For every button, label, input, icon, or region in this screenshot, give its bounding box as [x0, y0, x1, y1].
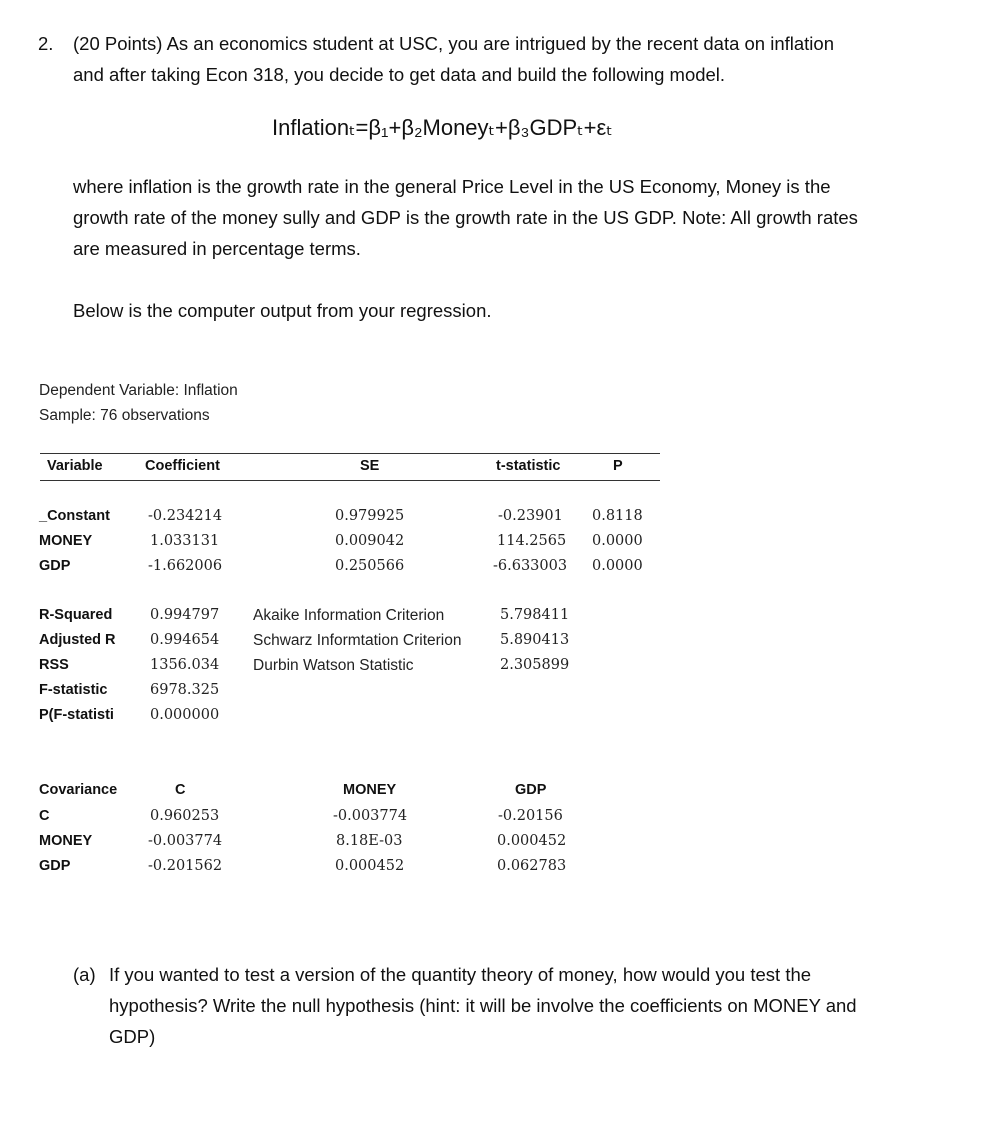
dependent-variable: Dependent Variable: Inflation: [39, 382, 238, 399]
question-intro-line-2: and after taking Econ 318, you decide to get data and build the following model.: [73, 64, 726, 85]
header-se: SE: [360, 458, 380, 474]
row-tstat: -0.23901: [498, 508, 563, 524]
covariance-cell: 0.062783: [497, 858, 567, 874]
covariance-col-gdp: GDP: [515, 782, 547, 798]
row-tstat: 114.2565: [497, 533, 567, 549]
model-equation: Inflationₜ=β₁+β₂Moneyₜ+β₃GDPₜ+εₜ: [272, 115, 613, 140]
question-number: 2.: [38, 33, 54, 54]
aic-label: Akaike Information Criterion: [253, 607, 445, 624]
sic-label: Schwarz Informtation Criterion: [253, 632, 462, 649]
p-f-statistic-value: 0.000000: [150, 707, 220, 723]
rss-label: RSS: [39, 657, 69, 673]
row-se: 0.979925: [335, 508, 405, 524]
header-coefficient: Coefficient: [145, 458, 220, 474]
question-desc-line-1: where inflation is the growth rate in the general Price Level in the US Economy, Money is the: [73, 176, 831, 197]
row-variable: GDP: [39, 558, 71, 574]
covariance-cell: 0.960253: [150, 808, 220, 824]
below-text: Below is the computer output from your regression.: [73, 300, 492, 321]
row-variable: _Constant: [39, 508, 110, 524]
question-desc-line-3: are measured in percentage terms.: [73, 238, 361, 259]
aic-value: 5.798411: [500, 607, 570, 623]
row-p: 0.0000: [592, 558, 643, 574]
row-coefficient: -1.662006: [148, 558, 223, 574]
covariance-col-money: MONEY: [343, 782, 397, 798]
r-squared-label: R-Squared: [39, 607, 113, 623]
row-coefficient: 1.033131: [150, 533, 220, 549]
row-p: 0.0000: [592, 533, 643, 549]
covariance-cell: 0.000452: [497, 833, 567, 849]
row-tstat: -6.633003: [493, 558, 568, 574]
covariance-col-c: C: [175, 782, 186, 798]
covariance-row-label: GDP: [39, 858, 71, 874]
covariance-cell: 0.000452: [335, 858, 405, 874]
covariance-cell: 8.18E-03: [336, 833, 403, 849]
covariance-cell: -0.003774: [148, 833, 223, 849]
part-a-line-2: hypothesis? Write the null hypothesis (hint: it will be involve the coefficients on MONEY and: [109, 995, 857, 1016]
covariance-cell: -0.20156: [498, 808, 563, 824]
table-top-rule: [40, 453, 660, 454]
covariance-cell: -0.003774: [333, 808, 408, 824]
header-tstat: t-statistic: [496, 458, 561, 474]
row-se: 0.250566: [335, 558, 405, 574]
part-a-line-1: If you wanted to test a version of the quantity theory of money, how would you test the: [109, 964, 812, 985]
row-p: 0.8118: [592, 508, 643, 524]
table-header-rule: [40, 480, 660, 481]
row-coefficient: -0.234214: [148, 508, 223, 524]
header-variable: Variable: [47, 458, 103, 474]
header-p: P: [613, 458, 623, 474]
question-intro-line-1: (20 Points) As an economics student at USC, you are intrigued by the recent data on inflation: [73, 33, 834, 54]
rss-value: 1356.034: [150, 657, 220, 673]
dw-label: Durbin Watson Statistic: [253, 657, 414, 674]
covariance-title: Covariance: [39, 782, 118, 798]
question-desc-line-2: growth rate of the money sully and GDP is the growth rate in the US GDP. Note: All growth rates: [73, 207, 858, 228]
covariance-row-label: C: [39, 808, 50, 824]
f-statistic-label: F-statistic: [39, 682, 108, 698]
sic-value: 5.890413: [500, 632, 570, 648]
covariance-row-label: MONEY: [39, 833, 93, 849]
r-squared-value: 0.994797: [150, 607, 220, 623]
row-se: 0.009042: [335, 533, 405, 549]
f-statistic-value: 6978.325: [150, 682, 220, 698]
adjusted-r-value: 0.994654: [150, 632, 220, 648]
adjusted-r-label: Adjusted R: [39, 632, 116, 648]
part-a-line-3: GDP): [109, 1026, 156, 1047]
covariance-cell: -0.201562: [148, 858, 223, 874]
sample-size: Sample: 76 observations: [39, 407, 210, 424]
row-variable: MONEY: [39, 533, 93, 549]
dw-value: 2.305899: [500, 657, 570, 673]
p-f-statistic-label: P(F-statisti: [39, 707, 114, 723]
part-a-label: (a): [73, 964, 96, 985]
